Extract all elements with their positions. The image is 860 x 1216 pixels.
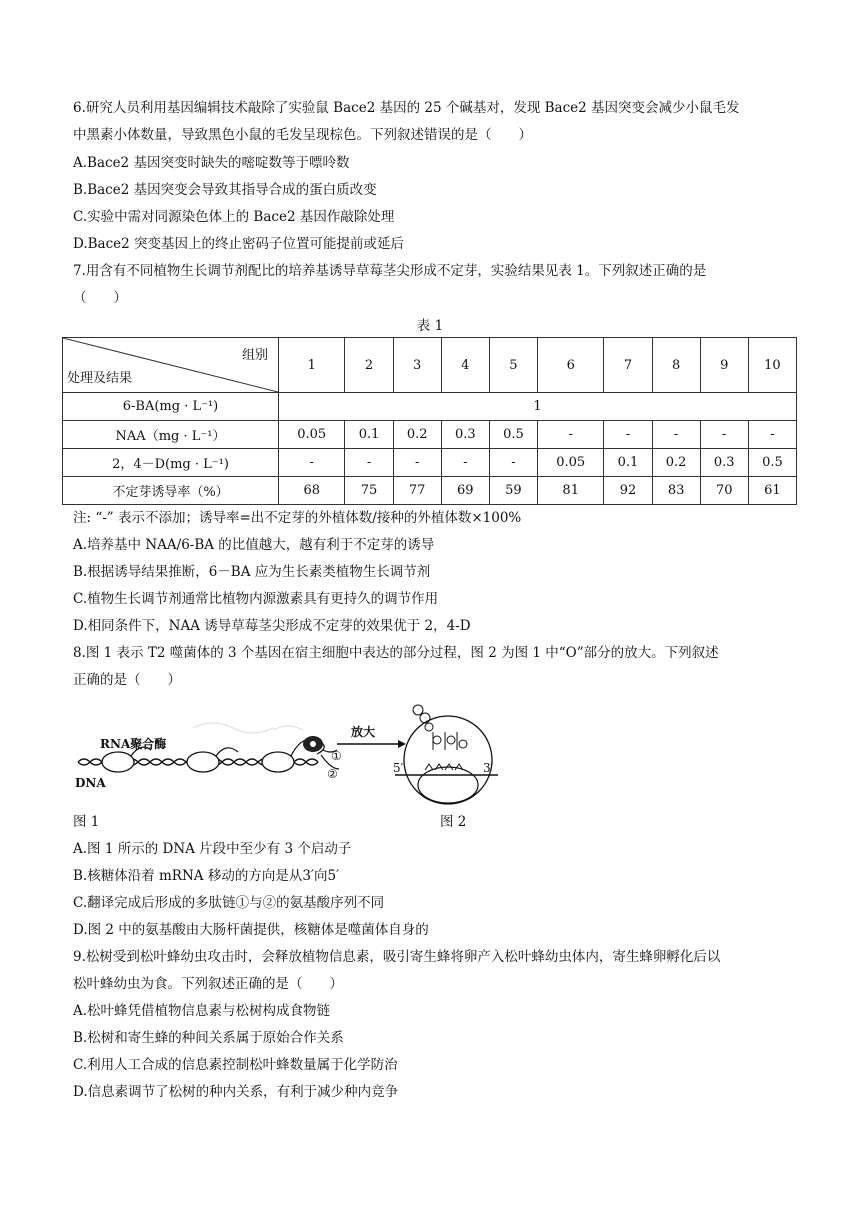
table-row — [63, 449, 797, 477]
table-cell: - — [604, 421, 652, 449]
header-group-label: 组别 — [241, 348, 268, 363]
rna-polymerase-2 — [187, 752, 219, 772]
group-header: 4 — [441, 338, 489, 393]
chain-2-label: ② — [327, 767, 338, 781]
table-title: 表 1 — [416, 318, 444, 334]
group-header: 3 — [393, 338, 441, 393]
q8-stem-line2: 正确的是（ ） — [73, 672, 181, 688]
transcription-translation-figure — [73, 700, 503, 810]
table-cell: 0.5 — [489, 421, 537, 449]
q7-stem-line2: （ ） — [73, 290, 127, 306]
rna-polymerase-1 — [102, 752, 134, 772]
merged-cell: 1 — [279, 393, 797, 421]
group-header: 7 — [604, 338, 652, 393]
table-cell: 0.5 — [748, 449, 796, 477]
table-cell: - — [393, 449, 441, 477]
table-cell: - — [279, 449, 345, 477]
group-header: 8 — [652, 338, 700, 393]
row-label: 不定芽诱导率（%） — [63, 477, 279, 505]
table-cell: 0.2 — [393, 421, 441, 449]
figure-2-label: 图 2 — [440, 814, 467, 830]
q8-option-a: A.图 1 所示的 DNA 片段中至少有 3 个启动子 — [73, 841, 352, 857]
table-1 — [62, 337, 797, 505]
table-cell: 0.05 — [537, 449, 603, 477]
table-cell: 83 — [652, 477, 700, 505]
q7-option-d: D.相同条件下，NAA 诱导草莓茎尖形成不定芽的效果优于 2，4-D — [73, 618, 471, 634]
row-label: 2，4－D(mg · L⁻¹) — [63, 449, 279, 477]
table-cell: 59 — [489, 477, 537, 505]
table-cell: 0.3 — [700, 449, 748, 477]
q6-option-c: C.实验中需对同源染色体上的 Bace2 基因作敲除处理 — [73, 209, 395, 225]
table-cell: - — [345, 449, 393, 477]
group-header: 9 — [700, 338, 748, 393]
three-prime-label: 3′ — [483, 761, 494, 775]
table-cell: 69 — [441, 477, 489, 505]
q8-option-b: B.核糖体沿着 mRNA 移动的方向是从3′向5′ — [73, 868, 340, 884]
group-header: 1 — [279, 338, 345, 393]
q6-option-b: B.Bace2 基因突变会导致其指导合成的蛋白质改变 — [73, 182, 377, 198]
table-cell: 0.1 — [345, 421, 393, 449]
table-cell: 92 — [604, 477, 652, 505]
table-cell: 0.2 — [652, 449, 700, 477]
table-note: 注: “-” 表示不添加；诱导率=出不定芽的外植体数/接种的外植体数×100% — [73, 510, 522, 526]
table-cell: - — [489, 449, 537, 477]
q9-stem-line2: 松叶蜂幼虫为食。下列叙述正确的是（ ） — [73, 976, 343, 992]
table-cell: 68 — [279, 477, 345, 505]
q9-stem-line1: 9.松树受到松叶蜂幼虫攻击时，会释放植物信息素，吸引寄生蜂将卵产入松叶蜂幼虫体内，寄生蜂卵孵化后以 — [73, 949, 721, 965]
table-cell: 0.05 — [279, 421, 345, 449]
rna-polymerase-3 — [262, 752, 294, 772]
figure-1-label: 图 1 — [73, 814, 100, 830]
table-row — [63, 477, 797, 505]
header-row-label: 处理及结果 — [67, 371, 133, 386]
table-cell: - — [652, 421, 700, 449]
dna-label: DNA — [75, 776, 106, 790]
table-row — [63, 421, 797, 449]
table-cell: 0.1 — [604, 449, 652, 477]
table-cell: - — [441, 449, 489, 477]
group-header: 6 — [537, 338, 603, 393]
q7-option-a: A.培养基中 NAA/6-BA 的比值越大，越有利于不定芽的诱导 — [73, 537, 435, 553]
q6-stem-line1: 6.研究人员利用基因编辑技术敲除了实验鼠 Bace2 基因的 25 个碱基对，发现 Bace2 基因突变会减少小鼠毛发 — [73, 100, 740, 116]
q8-option-d: D.图 2 中的氨基酸由大肠杆菌提供，核糖体是噬菌体自身的 — [73, 922, 429, 938]
q7-option-b: B.根据诱导结果推断，6－BA 应为生长素类植物生长调节剂 — [73, 564, 431, 580]
q8-stem-line1: 8.图 1 表示 T2 噬菌体的 3 个基因在宿主细胞中表达的部分过程，图 2 为图 1 中“O”部分的放大。下列叙述 — [73, 645, 719, 661]
table-cell: - — [748, 421, 796, 449]
q9-option-b: B.松树和寄生蜂的种间关系属于原始合作关系 — [73, 1030, 344, 1046]
q9-option-c: C.利用人工合成的信息素控制松叶蜂数量属于化学防治 — [73, 1057, 398, 1073]
group-header: 2 — [345, 338, 393, 393]
table-cell: 61 — [748, 477, 796, 505]
chain-1-label: ① — [331, 749, 342, 763]
table-cell: - — [700, 421, 748, 449]
row-label: NAA（mg · L⁻¹） — [63, 421, 279, 449]
zoom-label: 放大 — [351, 725, 376, 739]
table-cell: 0.3 — [441, 421, 489, 449]
q8-option-c: C.翻译完成后形成的多肽链①与②的氨基酸序列不同 — [73, 895, 385, 911]
table-cell: 77 — [393, 477, 441, 505]
table-cell: 81 — [537, 477, 603, 505]
five-prime-label: 5′ — [393, 761, 404, 775]
table-cell: - — [537, 421, 603, 449]
table-cell: 75 — [345, 477, 393, 505]
q6-option-d: D.Bace2 突变基因上的终止密码子位置可能提前或延后 — [73, 236, 405, 252]
table-row — [63, 393, 797, 421]
rna-polymerase-label: RNA聚合酶 — [100, 737, 167, 751]
table-cell: 70 — [700, 477, 748, 505]
q7-stem-line1: 7.用含有不同植物生长调节剂配比的培养基诱导草莓茎尖形成不定芽，实验结果见表 1。下列叙述正确的是 — [73, 263, 707, 279]
group-header: 10 — [748, 338, 796, 393]
q6-stem-line2: 中黑素小体数量，导致黑色小鼠的毛发呈现棕色。下列叙述错误的是（ ） — [73, 127, 532, 143]
q9-option-a: A.松叶蜂凭借植物信息素与松树构成食物链 — [73, 1003, 331, 1019]
q7-option-c: C.植物生长调节剂通常比植物内源激素具有更持久的调节作用 — [73, 591, 439, 607]
group-header: 5 — [489, 338, 537, 393]
q9-option-d: D.信息素调节了松树的种内关系，有利于减少种内竞争 — [73, 1084, 399, 1100]
q6-option-a: A.Bace2 基因突变时缺失的嘧啶数等于嘌呤数 — [73, 155, 350, 171]
row-label: 6-BA(mg · L⁻¹) — [63, 393, 279, 421]
table-header-corner — [63, 338, 279, 393]
